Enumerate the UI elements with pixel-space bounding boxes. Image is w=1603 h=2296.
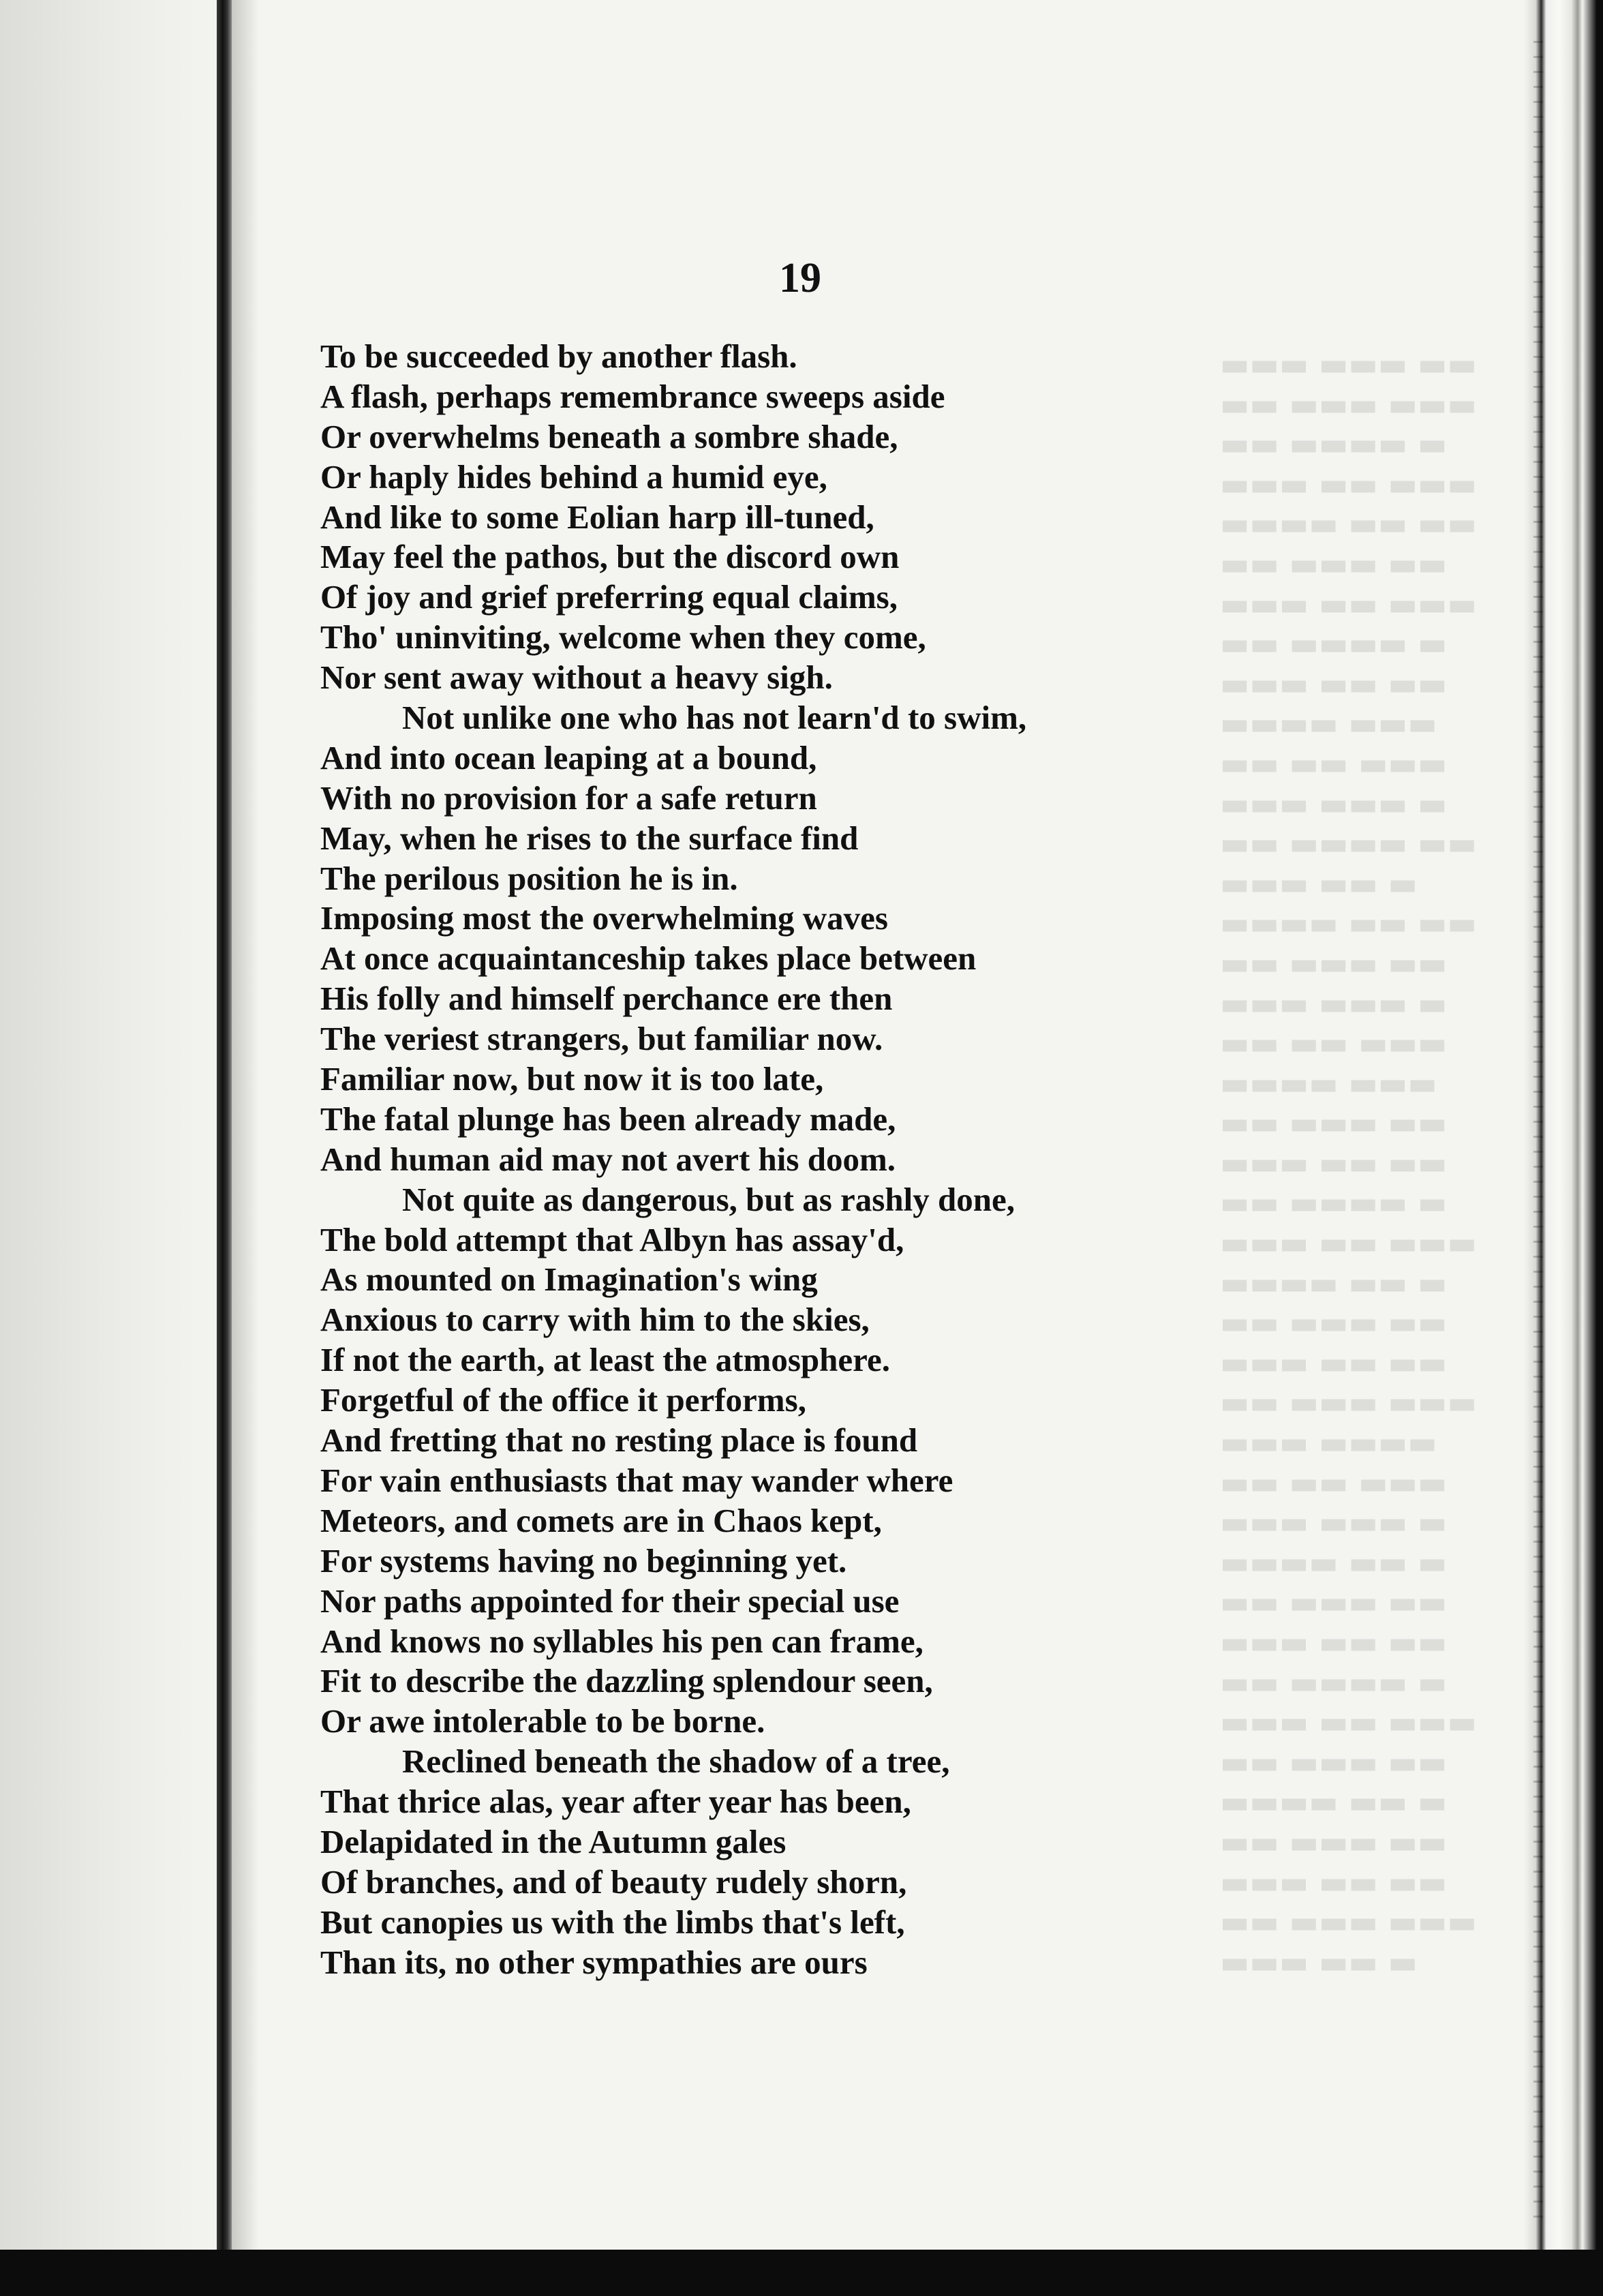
poem-line: Imposing most the overwhelming waves xyxy=(320,899,888,937)
poem-line: Anxious to carry with him to the skies, xyxy=(320,1301,870,1339)
poem-line: Not unlike one who has not learn'd to swim, xyxy=(402,699,1027,737)
scan-bottom-border xyxy=(0,2250,1603,2296)
poem-line: A flash, perhaps remembrance sweeps aside xyxy=(320,377,945,415)
binding-gutter xyxy=(217,0,232,2250)
page-number: 19 xyxy=(779,255,821,301)
poem-line: For systems having no beginning yet. xyxy=(320,1541,847,1580)
poem-line: Or overwhelms beneath a sombre shade, xyxy=(320,417,898,455)
poem-line: And like to some Eolian harp ill-tuned, xyxy=(320,498,874,536)
poem-line: The fatal plunge has been already made, xyxy=(320,1100,896,1138)
poem-line: That thrice alas, year after year has been, xyxy=(320,1783,911,1821)
poem-line: Than its, no other sympathies are ours xyxy=(320,1943,868,1981)
poem-line: Nor paths appointed for their special use xyxy=(320,1582,900,1620)
poem-line: May, when he rises to the surface find xyxy=(320,819,859,857)
poem-line: And fretting that no resting place is found xyxy=(320,1421,918,1460)
poem-line: Of branches, and of beauty rudely shorn, xyxy=(320,1862,907,1901)
poem-line: Not quite as dangerous, but as rashly done, xyxy=(402,1180,1015,1218)
poem-line: Or awe intolerable to be borne. xyxy=(320,1702,765,1740)
poem-line: Meteors, and comets are in Chaos kept, xyxy=(320,1501,882,1539)
poem-line: Familiar now, but now it is too late, xyxy=(320,1060,824,1098)
poem-line: His folly and himself perchance ere then xyxy=(320,980,893,1018)
poem-line: And human aid may not avert his doom. xyxy=(320,1140,896,1178)
poem-line: Or haply hides behind a humid eye, xyxy=(320,457,827,496)
poem-line: With no provision for a safe return xyxy=(320,779,817,817)
poem-line: And into ocean leaping at a bound, xyxy=(320,738,817,776)
poem-line: Reclined beneath the shadow of a tree, xyxy=(402,1742,950,1781)
left-page-shadow xyxy=(0,0,225,2250)
poem-line: Nor sent away without a heavy sigh. xyxy=(320,659,833,697)
gutter-fade xyxy=(232,0,259,2250)
page-edge-marks xyxy=(1533,41,1543,2222)
poem-line: The bold attempt that Albyn has assay'd, xyxy=(320,1220,904,1258)
poem-line: The perilous position he is in. xyxy=(320,859,738,897)
poem-line: Tho' uninviting, welcome when they come, xyxy=(320,618,926,656)
poem-line: May feel the pathos, but the discord own xyxy=(320,538,900,576)
poem-line: The veriest strangers, but familiar now. xyxy=(320,1020,883,1058)
poem-line: Fit to describe the dazzling splendour seen, xyxy=(320,1662,933,1700)
poem-line: And knows no syllables his pen can frame, xyxy=(320,1622,923,1660)
poem-line: Forgetful of the office it performs, xyxy=(320,1381,806,1419)
poem-line: If not the earth, at least the atmosphere. xyxy=(320,1341,891,1379)
poem-text xyxy=(320,337,1220,1983)
poem-line: For vain enthusiasts that may wander where xyxy=(320,1461,953,1499)
bleed-through-text: ▬▬▬ ▬▬▬ ▬▬ ▬▬ ▬▬▬ ▬▬▬ ▬▬ ▬▬▬▬ ▬ ▬▬▬ ▬▬ ▬▬▬ ▬▬▬▬ ▬▬ ▬▬ ▬▬ ▬▬▬ ▬▬ ▬▬▬ ▬▬ ▬▬▬ ▬▬ ▬▬▬▬ ▬ ▬▬▬ ▬▬ ▬▬ ▬▬▬▬ ▬▬▬ ▬▬ ▬▬ ▬▬▬ ▬▬▬ ▬▬▬ ▬ ▬▬ ▬▬▬▬ ▬▬ ▬▬▬ ▬▬ ▬ ▬▬▬▬ ▬▬ ▬▬ ▬▬ ▬▬▬ ▬▬ ▬▬▬ ▬▬▬ ▬ ▬▬ ▬▬ ▬▬▬ ▬▬▬▬ ▬▬▬ ▬▬ ▬▬▬ ▬▬ ▬▬▬ ▬▬ ▬▬ ▬▬ ▬▬▬▬ ▬ ▬▬▬ ▬▬ ▬▬▬ ▬▬▬▬ ▬▬ ▬ ▬▬ ▬▬▬ ▬▬ ▬▬▬ ▬▬ ▬▬ ▬▬ ▬▬▬ ▬▬▬ ▬▬▬ ▬▬▬▬ ▬▬ ▬▬ ▬▬▬ ▬▬▬ ▬▬▬ ▬ ▬▬▬▬ ▬▬ ▬ ▬▬ ▬▬▬ ▬▬ ▬▬▬ ▬▬ ▬▬ ▬▬ ▬▬▬▬ ▬ ▬▬▬ ▬▬ ▬▬▬ ▬▬ ▬▬▬ ▬▬ ▬▬▬▬ ▬▬ ▬ ▬▬ ▬▬▬ ▬▬ ▬▬▬ ▬▬ ▬▬ ▬▬ ▬▬▬ ▬▬▬ ▬▬▬ ▬▬ ▬ xyxy=(1220,346,1477,1980)
poem-line: Of joy and grief preferring equal claims, xyxy=(320,578,898,616)
poem-line: At once acquaintanceship takes place between xyxy=(320,939,977,978)
poem-line: As mounted on Imagination's wing xyxy=(320,1260,818,1299)
poem-line: But canopies us with the limbs that's left, xyxy=(320,1903,905,1941)
poem-line: Delapidated in the Autumn gales xyxy=(320,1822,787,1860)
poem-line: To be succeeded by another flash. xyxy=(320,337,797,375)
